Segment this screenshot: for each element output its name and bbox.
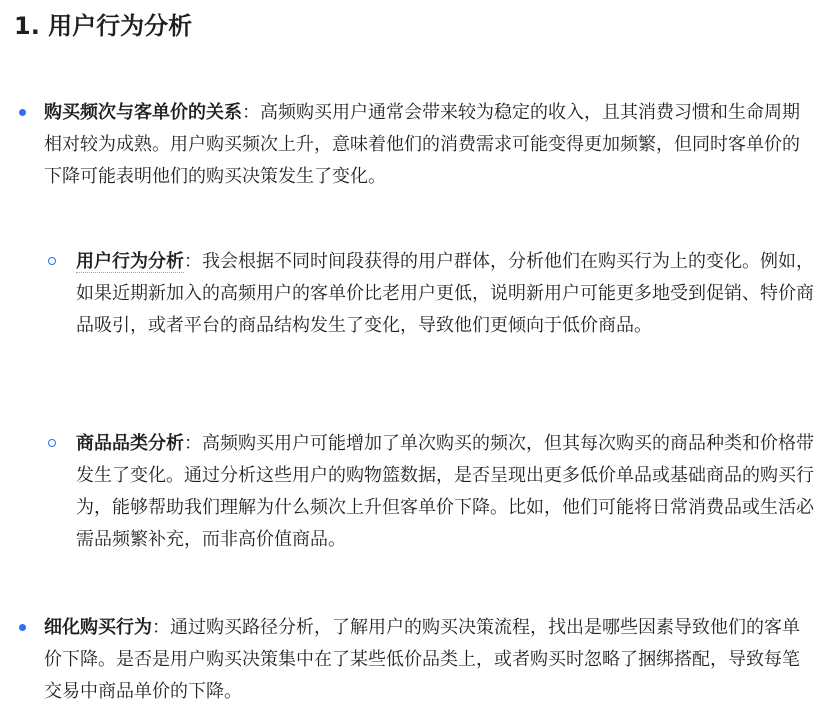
bullet-ring-icon [48,257,56,265]
list-item-text [44,612,804,708]
list-item-body: 通过购买路径分析，了解用户的购买决策流程，找出是哪些因素导致他们的客单价下降。是否是用户购买决策集中在了某些低价品类上，或者购买时忽略了捆绑搭配，导致每笔交易中商品单价的下降。 [44,617,800,702]
list-item-text [76,246,816,342]
bullet-dot-icon [19,109,26,116]
section-heading: 1. 用户行为分析 [14,12,193,40]
list-item-text [44,97,809,193]
list-item-colon: ： [184,433,202,454]
list-item-colon: ： [152,617,170,638]
list-item-text [76,428,816,556]
list-item-colon: ： [242,102,260,123]
list-item-frequency-price [44,97,809,193]
list-item-body: 我会根据不同时间段获得的用户群体，分析他们在购买行为上的变化。例如，如果近期新加入的高频用户的客单价比老用户更低，说明新用户可能更多地受到促销、特价商品吸引，或者平台的商品结构发生了变化，导致他们更倾向于低价商品。 [76,251,814,336]
bullet-dot-icon [19,624,26,631]
list-item-body: 高频购买用户通常会带来较为稳定的收入，且其消费习惯和生命周期相对较为成熟。用户购买频次上升，意味着他们的消费需求可能变得更加频繁，但同时客单价的下降可能表明他们的购买决策发生了变化。 [44,102,800,187]
bullet-ring-icon [48,439,56,447]
list-item-term: 商品品类分析 [76,433,184,454]
list-item-body: 高频购买用户可能增加了单次购买的频次，但其每次购买的商品种类和价格带发生了变化。通过分析这些用户的购物篮数据，是否呈现出更多低价单品或基础商品的购买行为，能够帮助我们理解为什么频次上升但客单价下降。比如，他们可能将日常消费品或生活必需品频繁补充，而非高价值商品。 [76,433,814,550]
list-item-term: 细化购买行为 [44,617,152,638]
list-item-purchase-behavior [44,612,804,708]
sub-list-item-category-analysis [76,428,816,556]
sub-list-item-user-behavior [76,246,816,342]
list-item-term: 购买频次与客单价的关系 [44,102,242,123]
list-item-term: 用户行为分析 [76,251,184,272]
list-item-colon: ： [184,251,202,272]
